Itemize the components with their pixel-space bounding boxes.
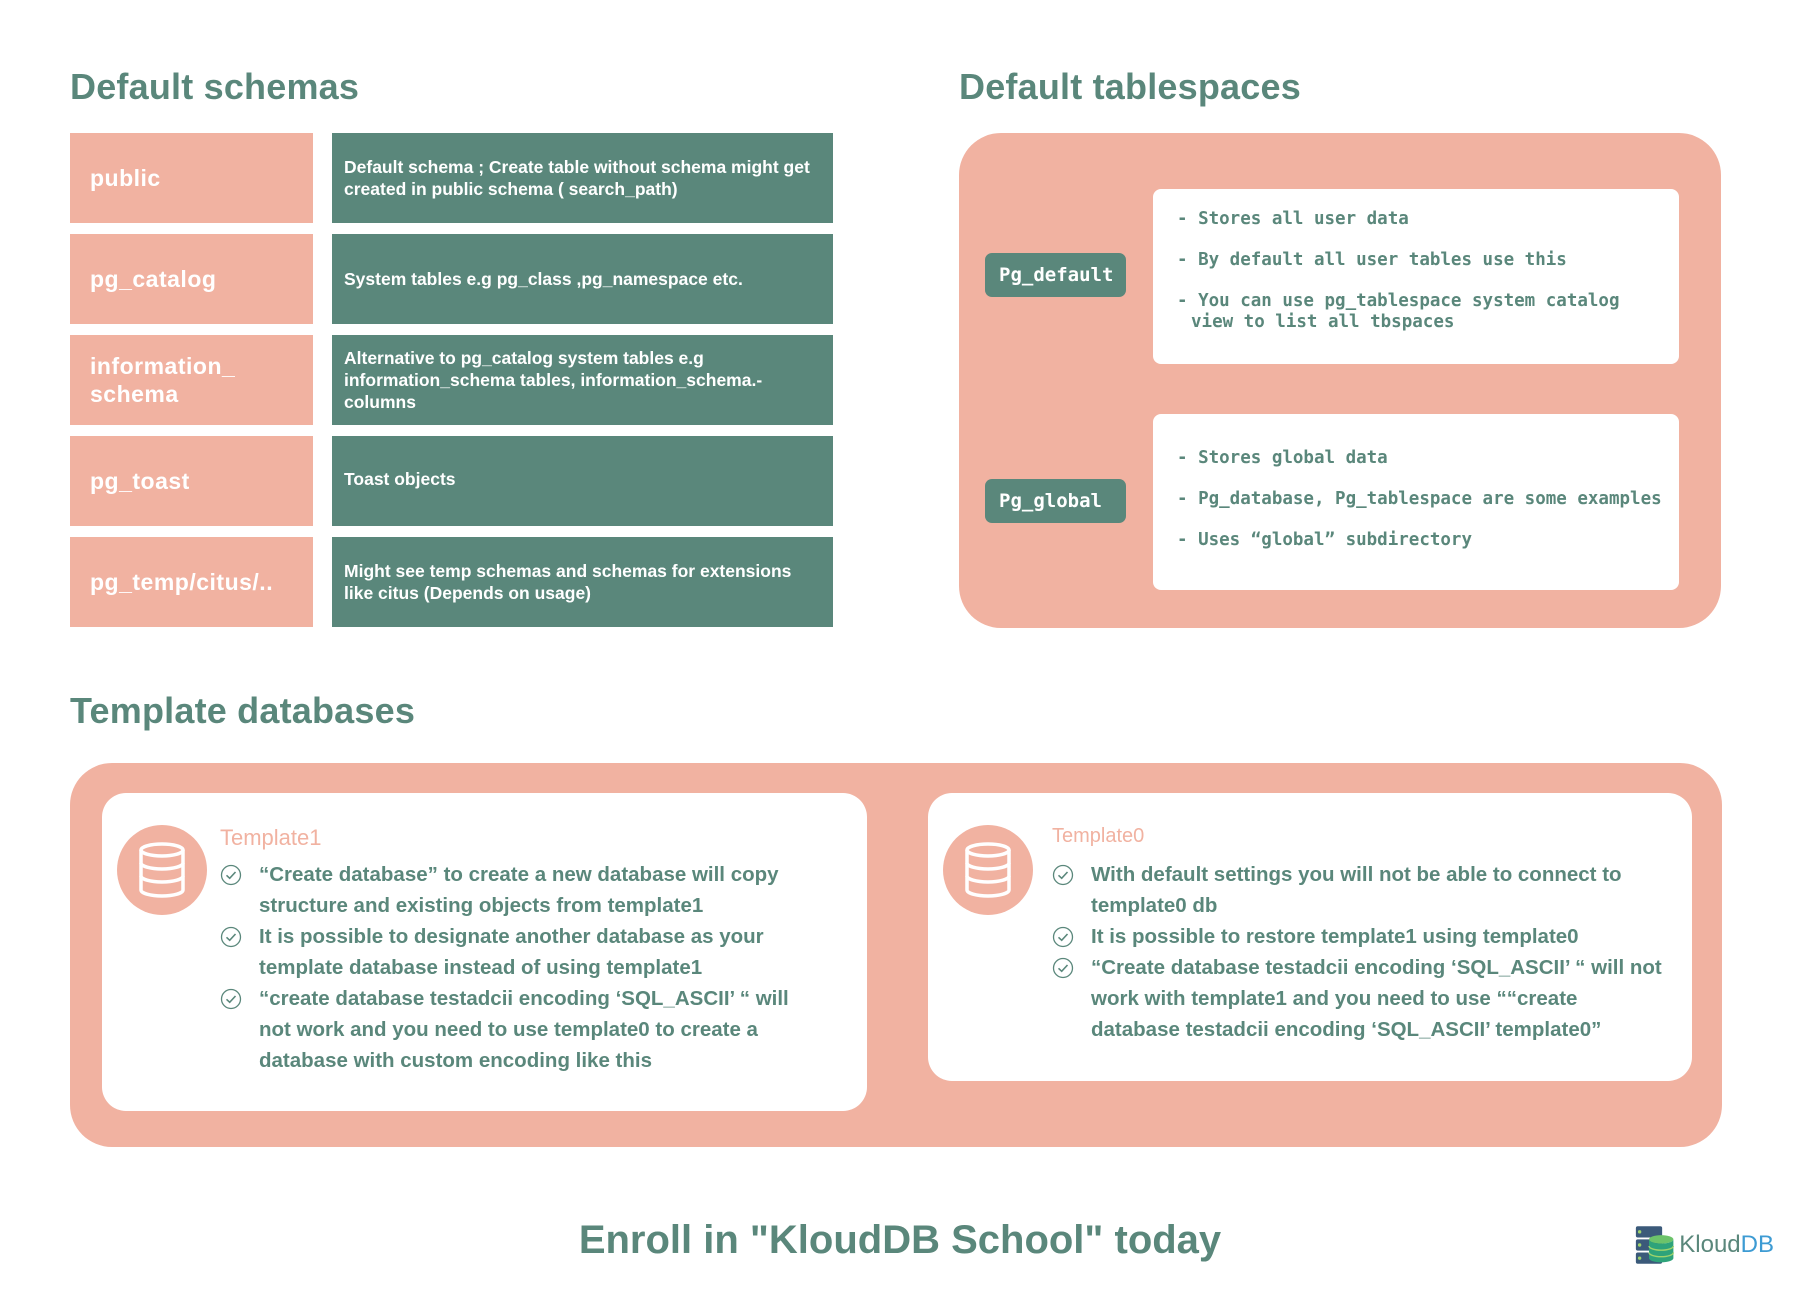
schema-name: public bbox=[70, 133, 313, 223]
template-bullet-text: “Create database” to create a new database will copy structure and existing objects from template1 bbox=[259, 863, 779, 917]
schemas-heading: Default schemas bbox=[70, 66, 360, 107]
check-circle-icon bbox=[220, 864, 242, 886]
tablespace-line: - Uses “global” subdirectory bbox=[1177, 530, 1473, 550]
tablespace-label-pg-global: Pg_global bbox=[985, 479, 1126, 523]
template0-card bbox=[928, 793, 1692, 1081]
schema-name: pg_catalog bbox=[70, 234, 313, 324]
template-bullet-text: It is possible to restore template1 using template0 bbox=[1091, 925, 1579, 948]
schema-row-information-schema bbox=[70, 335, 833, 425]
schema-name: pg_temp/citus/.. bbox=[70, 537, 313, 627]
tablespaces-heading: Default tablespaces bbox=[959, 66, 1301, 107]
templates-panel bbox=[70, 763, 1722, 1147]
logo-text-db: DB bbox=[1740, 1231, 1774, 1258]
templates-heading: Template databases bbox=[70, 690, 416, 731]
template-bullet bbox=[220, 859, 825, 921]
schema-row-pg-toast bbox=[70, 436, 833, 526]
schema-row-public bbox=[70, 133, 833, 223]
template-bullet-text: “Create database testadcii encoding ‘SQL_ASCII’ “ will not work with template1 and you need to use ““create database testadcii encoding ‘SQL_ASCII’ template0” bbox=[1091, 956, 1662, 1041]
check-circle-icon bbox=[220, 926, 242, 948]
schema-desc: Might see temp schemas and schemas for extensions like citus (Depends on usage) bbox=[332, 537, 833, 627]
template-bullet-text: It is possible to designate another database as your template database instead of using template1 bbox=[259, 925, 764, 979]
check-circle-icon bbox=[1052, 957, 1074, 979]
tablespace-line: - Pg_database, Pg_tablespace are some examples bbox=[1177, 489, 1662, 509]
template-bullet bbox=[1052, 859, 1662, 921]
tablespaces-panel bbox=[959, 133, 1721, 628]
schema-desc: System tables e.g pg_class ,pg_namespace etc. bbox=[332, 234, 833, 324]
template-bullet bbox=[220, 921, 825, 983]
template-bullet-text: With default settings you will not be able to connect to template0 db bbox=[1091, 863, 1622, 917]
template-bullet bbox=[220, 983, 825, 1076]
template-bullet-text: “create database testadcii encoding ‘SQL_ASCII’ “ will not work and you need to use template0 to create a database with custom encoding like this bbox=[259, 987, 789, 1072]
database-icon bbox=[943, 825, 1033, 915]
schema-name: pg_toast bbox=[70, 436, 313, 526]
schema-name: information_ schema bbox=[70, 335, 313, 425]
schema-row-pg-catalog bbox=[70, 234, 833, 324]
template-title: Template1 bbox=[220, 825, 322, 850]
logo-text bbox=[1679, 1231, 1774, 1259]
schema-row-pg-temp bbox=[70, 537, 833, 627]
tablespace-line: - Stores global data bbox=[1177, 448, 1388, 468]
check-circle-icon bbox=[220, 988, 242, 1010]
schema-desc: Alternative to pg_catalog system tables e.g information_schema tables, information_schema.-columns bbox=[332, 335, 833, 425]
tablespace-line: - You can use pg_tablespace system catalog view to list all tbspaces bbox=[1177, 291, 1620, 332]
tablespace-box-pg-global bbox=[1153, 414, 1679, 590]
tablespace-label-pg-default: Pg_default bbox=[985, 253, 1126, 297]
check-circle-icon bbox=[1052, 864, 1074, 886]
template-bullet bbox=[1052, 921, 1662, 952]
template1-card bbox=[102, 793, 867, 1111]
tablespace-line: - By default all user tables use this bbox=[1177, 250, 1567, 270]
schema-desc: Default schema ; Create table without schema might get created in public schema ( search_path) bbox=[332, 133, 833, 223]
schema-desc: Toast objects bbox=[332, 436, 833, 526]
tablespace-line: - Stores all user data bbox=[1177, 209, 1409, 229]
logo-text-kloud: Kloud bbox=[1679, 1231, 1741, 1258]
footer-enroll-text: Enroll in "KloudDB School" today bbox=[578, 1218, 1222, 1262]
template-bullet bbox=[1052, 952, 1662, 1045]
tablespace-box-pg-default bbox=[1153, 189, 1679, 364]
template-title: Template0 bbox=[1052, 825, 1145, 847]
klouddb-logo bbox=[1634, 1222, 1774, 1268]
logo-icon bbox=[1634, 1223, 1675, 1267]
check-circle-icon bbox=[1052, 926, 1074, 948]
database-icon bbox=[117, 825, 207, 915]
